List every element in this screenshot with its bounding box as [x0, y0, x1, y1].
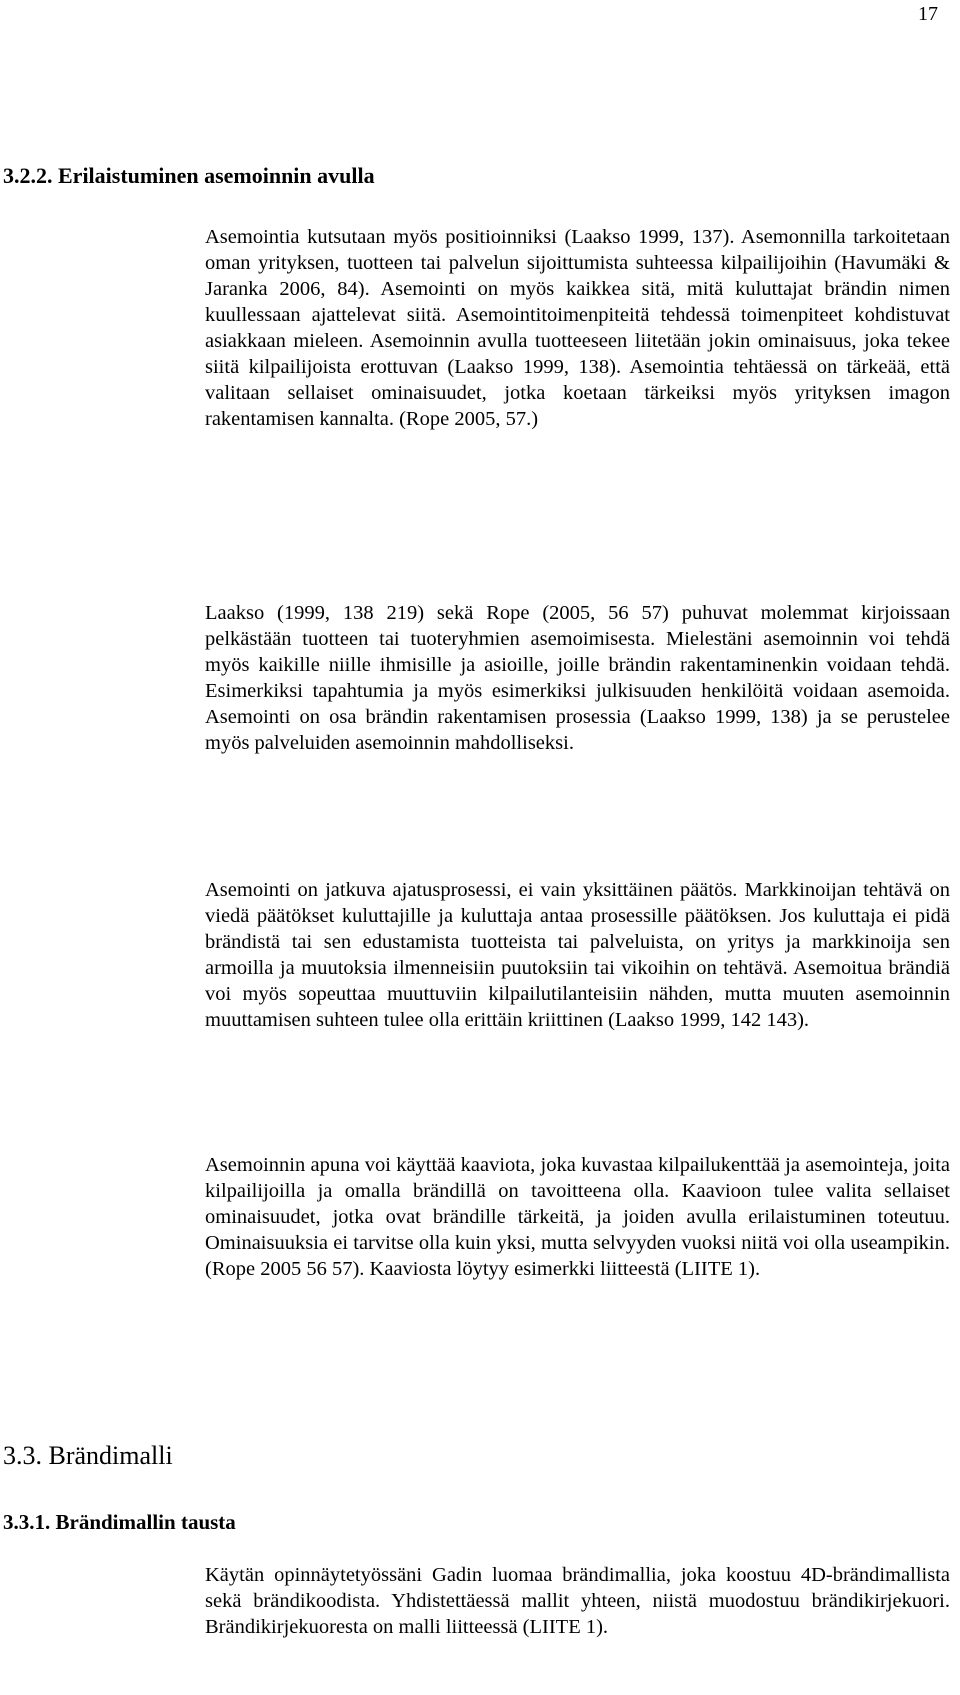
subsection-heading-2: 3.3.1. Brändimallin tausta [3, 1510, 236, 1534]
paragraph-positioning-scope: Laakso (1999, 138 219) sekä Rope (2005, 56 57) puhuvat molemmat kirjoissaan pelkästään tuotteen tai tuoteryhmien asemoimisesta. Mielestäni asemoinnin voi tehdä myös kaikille niille ihmisille ja asioille, joille brändin rakentaminenkin voidaan tehdä. Esimerkiksi tapahtumia ja myös esimerkiksi julkisuuden henkilöitä voidaan asemoida. Asemointi on osa brändin rakentamisen prosessia (Laakso 1999, 138) ja se perustelee myös palveluiden asemoinnin mahdolliseksi. [205, 602, 950, 754]
section-heading: 3.3. Brändimalli [3, 1441, 173, 1470]
subsection-heading: 3.2.2. Erilaistuminen asemoinnin avulla [3, 163, 375, 188]
page-number: 17 [918, 3, 938, 25]
paragraph-brand-model: Käytän opinnäytetyössäni Gadin luomaa brändimallia, joka koostuu 4D-brändimallista sekä brändikoodista. Yhdistettäessä mallit yhteen, niistä muodostuu brändikirjekuori. Brändikirjekuoresta on malli liitteessä (LIITE 1). [205, 1564, 950, 1638]
paragraph-positioning-process: Asemointi on jatkuva ajatusprosessi, ei vain yksittäinen päätös. Markkinoijan tehtävä on viedä päätökset kuluttajille ja kuluttaja antaa prosessille päätöksen. Jos kuluttaja ei pidä brändistä tai sen edustamista tuotteista tai palveluista, on yritys ja markkinoija sen armoilla ja muutoksia ilmenneisiin puutoksiin tai vikoihin on tehtävä. Asemoitua brändiä voi myös sopeuttaa muuttuviin kilpailutilanteisiin nähden, mutta muuten asemoinnin muuttamisen suhteen tulee olla erittäin kriittinen (Laakso 1999, 142 143). [205, 879, 950, 1031]
paragraph-positioning-chart: Asemoinnin apuna voi käyttää kaaviota, joka kuvastaa kilpailukenttää ja asemointeja, joita kilpailijoilla ja omalla brändillä on tavoitteena olla. Kaavioon tulee valita sellaiset ominaisuudet, jotka ovat brändille tärkeitä, ja joiden avulla erilaistuminen toteutuu. Ominaisuuksia ei tarvitse olla kuin yksi, mutta selvyyden vuoksi niitä voi olla useampikin. (Rope 2005 56 57). Kaaviosta löytyy esimerkki liitteestä (LIITE 1). [205, 1154, 950, 1280]
paragraph-positioning-definition: Asemointia kutsutaan myös positioinniksi (Laakso 1999, 137). Asemonnilla tarkoitetaan oman yrityksen, tuotteen tai palvelun sijoittumista suhteessa kilpailijoihin (Havumäki & Jaranka 2006, 84). Asemointi on myös kaikkea sitä, mitä kuluttajat brändin nimen kuullessaan ajattelevat siitä. Asemointitoimenpiteitä tehdessä toimenpiteet kohdistuvat asiakkaan mieleen. Asemoinnin avulla tuotteeseen liitetään jokin ominaisuus, joka tekee siitä kilpailijoista erottuvan (Laakso 1999, 138). Asemointia tehtäessä on tärkeää, että valitaan sellaiset ominaisuudet, jotka koetaan tärkeiksi myös yrityksen imagon rakentamisen kannalta. (Rope 2005, 57.) [205, 226, 950, 430]
